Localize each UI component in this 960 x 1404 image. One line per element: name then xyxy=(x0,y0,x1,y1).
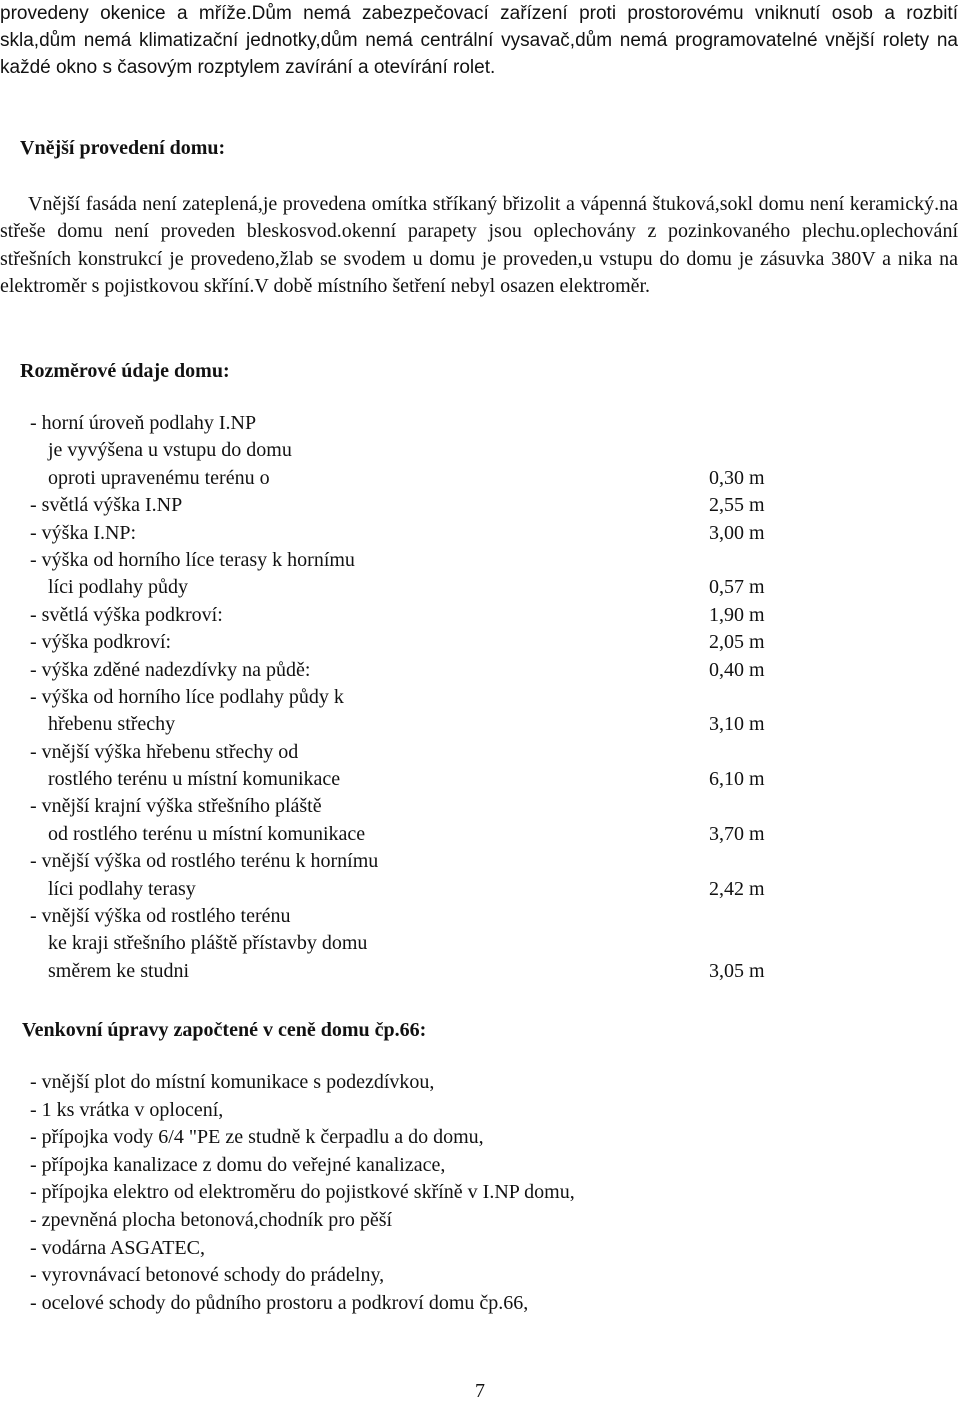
dimension-line xyxy=(0,903,960,930)
dimension-label: - vnější výška hřebenu střechy od xyxy=(30,740,299,763)
dimension-value: 3,05 m xyxy=(709,959,765,982)
dimension-line xyxy=(0,848,960,875)
dimension-line xyxy=(0,574,960,601)
dimension-label: - vnější krajní výška střešního pláště xyxy=(30,795,322,818)
dimension-label: líci podlahy terasy xyxy=(48,877,196,900)
dimension-label: od rostlého terénu u místní komunikace xyxy=(48,822,366,845)
dimension-line xyxy=(0,602,960,629)
dimension-label: je vyvýšena u vstupu do domu xyxy=(48,439,292,462)
exterior-heading: Vnější provedení domu: xyxy=(20,137,226,159)
dimension-value: 0,57 m xyxy=(709,576,765,599)
list-item: - 1 ks vrátka v oplocení, xyxy=(30,1098,224,1121)
dimension-line xyxy=(0,711,960,738)
list-item: - vyrovnávací betonové schody do prádelny, xyxy=(30,1264,385,1287)
dimension-value: 0,40 m xyxy=(709,658,765,681)
dimensions-heading: Rozměrové údaje domu: xyxy=(20,360,230,382)
dimension-label: - světlá výška I.NP xyxy=(30,494,183,517)
dimension-value: 3,70 m xyxy=(709,822,765,845)
dimension-line xyxy=(0,520,960,547)
list-item: - přípojka vody 6/4 "PE ze studně k čerpadlu a do domu, xyxy=(30,1126,484,1149)
dimension-label: - výška I.NP: xyxy=(30,521,137,544)
dimension-line xyxy=(0,410,960,437)
dimension-label: hřebenu střechy xyxy=(48,713,176,736)
dimension-label: - vnější výška od rostlého terénu xyxy=(30,905,291,928)
dimension-line xyxy=(0,684,960,711)
list-item: - vodárna ASGATEC, xyxy=(30,1236,205,1259)
list-item: - ocelové schody do půdního prostoru a podkroví domu čp.66, xyxy=(30,1291,529,1314)
dimension-label: - vnější výška od rostlého terénu k hornímu xyxy=(30,850,379,873)
dimension-value: 3,00 m xyxy=(709,521,765,544)
outdoor-heading: Venkovní úpravy započtené v ceně domu čp.66: xyxy=(22,1019,427,1041)
dimension-label: líci podlahy půdy xyxy=(48,576,188,599)
intro-paragraph: provedeny okenice a mříže.Dům nemá zabezpečovací zařízení proti prostorovému vniknutí osob a rozbití skla,dům nemá klimatizační jednotky,dům nemá centrální vysavač,dům nemá programovatelné vnější rolety na každé okno s časovým rozptylem zavírání a otevírání rolet. xyxy=(0,3,958,78)
dimension-label: - výška zděné nadezdívky na půdě: xyxy=(30,658,311,681)
dimension-value: 2,05 m xyxy=(709,631,765,654)
dimension-value: 3,10 m xyxy=(709,713,765,736)
dimension-label: oproti upravenému terénu o xyxy=(48,466,270,489)
dimension-line xyxy=(0,547,960,574)
dimension-value: 6,10 m xyxy=(709,768,765,791)
dimension-line xyxy=(0,657,960,684)
dimension-label: ke kraji střešního pláště přístavby domu xyxy=(48,932,368,955)
dimension-line xyxy=(0,793,960,820)
dimension-line xyxy=(0,629,960,656)
page-number: 7 xyxy=(475,1380,485,1402)
list-item: - přípojka kanalizace z domu do veřejné kanalizace, xyxy=(30,1153,446,1176)
dimension-label: směrem ke studni xyxy=(48,959,190,982)
dimension-line xyxy=(0,739,960,766)
dimension-line xyxy=(0,465,960,492)
dimension-line xyxy=(0,930,960,957)
dimension-line xyxy=(0,958,960,985)
dimension-value: 1,90 m xyxy=(709,603,765,626)
dimension-label: - světlá výška podkroví: xyxy=(30,603,223,626)
dimension-label: - horní úroveň podlahy I.NP xyxy=(30,412,257,434)
outdoor-list xyxy=(30,1069,575,1317)
list-item: - zpevněná plocha betonová,chodník pro pěší xyxy=(30,1208,393,1231)
list-item: - vnější plot do místní komunikace s podezdívkou, xyxy=(30,1071,435,1093)
dimension-value: 2,42 m xyxy=(709,877,765,900)
dimension-value: 2,55 m xyxy=(709,494,765,517)
list-item: - přípojka elektro od elektroměru do pojistkové skříně v I.NP domu, xyxy=(30,1181,575,1204)
dimension-line xyxy=(0,766,960,793)
dimension-label: - výška podkroví: xyxy=(30,631,172,654)
dimension-label: - výška od horního líce podlahy půdy k xyxy=(30,685,344,708)
dimension-line xyxy=(0,492,960,519)
dimension-line xyxy=(0,437,960,464)
dimension-label: - výška od horního líce terasy k hornímu xyxy=(30,548,355,571)
dimension-label: rostlého terénu u místní komunikace xyxy=(48,768,341,791)
dimension-line xyxy=(0,876,960,903)
dimension-value: 0,30 m xyxy=(709,466,765,489)
dimensions-list xyxy=(0,410,960,985)
dimension-line xyxy=(0,821,960,848)
exterior-paragraph: Vnější fasáda není zateplená,je provedena omítka stříkaný břizolit a vápenná štuková,sokl domu není keramický.na střeše domu není proveden bleskosvod.okenní parapety jsou oplechovány z pozinkovaného plechu.oplechování střešních konstrukcí je provedeno,žlab se svodem u domu je proveden,u vstupu do domu je zásuvka 380V a nika na elektroměr s pojistkovou skříní.V době místního šetření nebyl osazen elektroměr. xyxy=(0,193,958,297)
